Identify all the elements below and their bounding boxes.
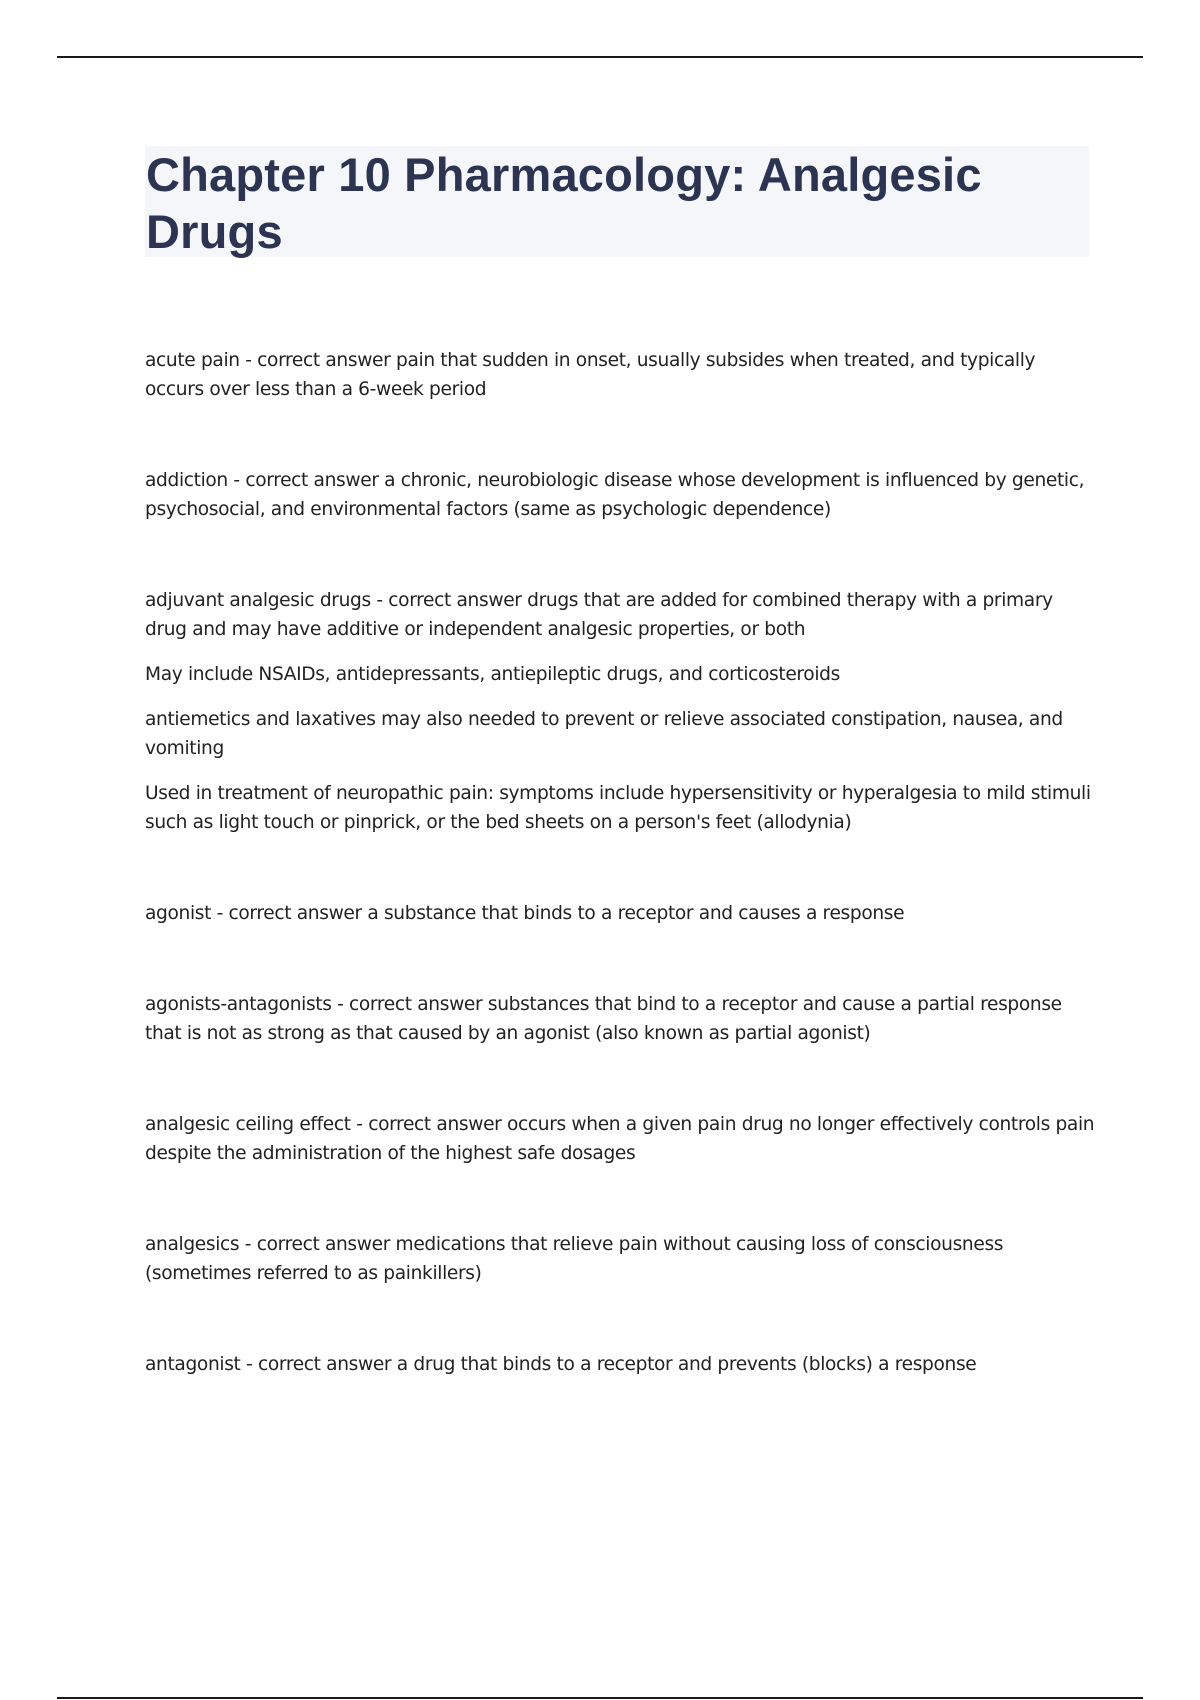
- entry-agonist: [145, 899, 1095, 928]
- page-title: [145, 146, 1089, 260]
- top-rule: [57, 56, 1143, 58]
- entry-text: addiction - correct answer a chronic, neurobiologic disease whose development is influenced by genetic, psychosocial, and environmental factors (same as psychologic dependence): [145, 470, 1085, 520]
- entry-addiction: [145, 466, 1095, 524]
- entry-note: antiemetics and laxatives may also needed to prevent or relieve associated constipation, nausea, and vomiting: [145, 709, 1063, 759]
- entry-text: antagonist - correct answer a drug that binds to a receptor and prevents (blocks) a response: [145, 1354, 977, 1375]
- entry-text: analgesics - correct answer medications that relieve pain without causing loss of consciousness (sometimes referred to as painkillers): [145, 1234, 1004, 1284]
- page-title-line-2: Drugs: [146, 205, 283, 258]
- entry-analgesics: [145, 1230, 1095, 1288]
- entry-text: adjuvant analgesic drugs - correct answer drugs that are added for combined therapy with a primary drug and may have additive or independent analgesic properties, or both: [145, 590, 1053, 640]
- entry-text: acute pain - correct answer pain that sudden in onset, usually subsides when treated, and typically occurs over less than a 6-week period: [145, 350, 1036, 400]
- entry-analgesic-ceiling-effect: [145, 1110, 1095, 1168]
- bottom-rule: [57, 1697, 1143, 1699]
- entry-text: analgesic ceiling effect - correct answer occurs when a given pain drug no longer effectively controls pain despite the administration of the highest safe dosages: [145, 1114, 1095, 1164]
- entry-text: agonist - correct answer a substance that binds to a receptor and causes a response: [145, 903, 905, 924]
- entry-antagonist: [145, 1350, 1095, 1379]
- entry-note: May include NSAIDs, antidepressants, antiepileptic drugs, and corticosteroids: [145, 664, 840, 685]
- title-box: [145, 146, 1089, 257]
- entry-acute-pain: [145, 346, 1095, 404]
- entry-adjuvant-analgesic-drugs: [145, 586, 1095, 837]
- page-title-line-1: Chapter 10 Pharmacology: Analgesic: [146, 148, 982, 201]
- entry-note: Used in treatment of neuropathic pain: symptoms include hypersensitivity or hyperalgesia to mild stimuli such as light touch or pinprick, or the bed sheets on a person's feet (allodynia): [145, 783, 1091, 833]
- entry-agonists-antagonists: [145, 990, 1095, 1048]
- glossary-entries: [145, 346, 1095, 1441]
- entry-text: agonists-antagonists - correct answer substances that bind to a receptor and cause a partial response that is not as strong as that caused by an agonist (also known as partial agonist): [145, 994, 1062, 1044]
